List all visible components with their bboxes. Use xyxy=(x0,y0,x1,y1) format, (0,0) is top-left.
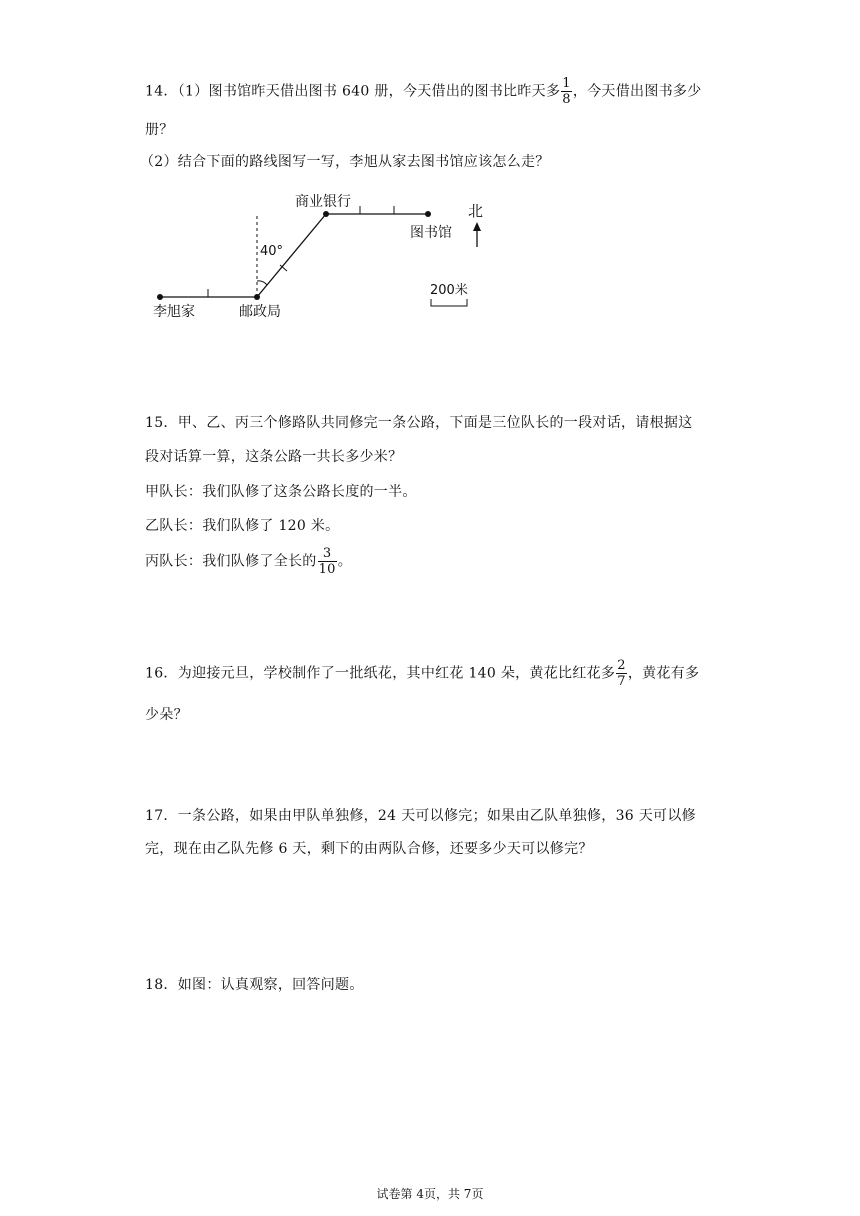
library-dot xyxy=(425,211,431,217)
page-footer: 试卷第 4页，共 7页 xyxy=(376,1187,484,1201)
bank-dot xyxy=(323,211,329,217)
scale-label: 200米 xyxy=(430,283,468,298)
q14-text-b: ，今天借出图书多少 xyxy=(572,83,702,100)
q14-fraction-denominator: 8 xyxy=(562,92,571,107)
q14-fraction xyxy=(561,76,572,107)
q15-fraction-numerator: 3 xyxy=(318,546,337,562)
q15-line2: 段对话算一算，这条公路一共长多少米？ xyxy=(145,449,403,465)
angle-label: 40° xyxy=(260,244,284,259)
route-map-diagram xyxy=(140,185,500,325)
q16-text-a: 16．为迎接元旦，学校制作了一批纸花，其中红花 140 朵，黄花比红花多 xyxy=(145,665,616,682)
q18-line1: 18．如图：认真观察，回答问题。 xyxy=(145,977,364,993)
post-office-dot xyxy=(254,294,260,300)
q14-line1 xyxy=(145,76,702,107)
q14-fraction-numerator: 1 xyxy=(562,76,571,91)
scale-bar xyxy=(431,299,467,306)
q16-line2: 少朵？ xyxy=(145,707,188,723)
north-arrow-icon xyxy=(473,222,481,231)
home-label: 李旭家 xyxy=(153,304,195,320)
q16-fraction xyxy=(616,658,627,689)
q14-text-a: 14．（1）图书馆昨天借出图书 640 册，今天借出的图书比昨天多 xyxy=(145,83,561,100)
q14-line2: 册？ xyxy=(145,122,174,138)
q16-fraction-numerator: 2 xyxy=(617,658,626,673)
q15-text-a: 丙队长：我们队修了全长的 xyxy=(145,553,317,570)
angle-arc xyxy=(257,281,267,285)
q15-line1: 15．甲、乙、丙三个修路队共同修完一条公路，下面是三位队长的一段对话，请根据这 xyxy=(145,415,693,431)
q15-text-b: 。 xyxy=(337,553,353,570)
north-label: 北 xyxy=(468,202,484,220)
q16-text-b: ，黄花有多 xyxy=(627,665,700,682)
library-label: 图书馆 xyxy=(410,225,452,241)
bank-label: 商业银行 xyxy=(295,194,351,210)
post-office-label: 邮政局 xyxy=(239,304,281,320)
q16-fraction-denominator: 7 xyxy=(617,674,626,689)
q15-line5 xyxy=(145,546,352,577)
q15-line4: 乙队长：我们队修了 120 米。 xyxy=(145,518,340,534)
q14-part2: （2）结合下面的路线图写一写，李旭从家去图书馆应该怎么走？ xyxy=(140,154,550,170)
q15-fraction-denominator: 10 xyxy=(318,562,336,577)
q15-fraction xyxy=(318,546,337,577)
q15-line3: 甲队长：我们队修了这条公路长度的一半。 xyxy=(145,484,417,500)
q17-line2: 完，现在由乙队先修 6 天，剩下的由两队合修，还要多少天可以修完？ xyxy=(145,841,593,857)
q17-line1: 17．一条公路，如果由甲队单独修，24 天可以修完；如果由乙队单独修，36 天可以修 xyxy=(145,808,696,824)
home-dot xyxy=(157,294,163,300)
q16-line1 xyxy=(145,658,699,689)
